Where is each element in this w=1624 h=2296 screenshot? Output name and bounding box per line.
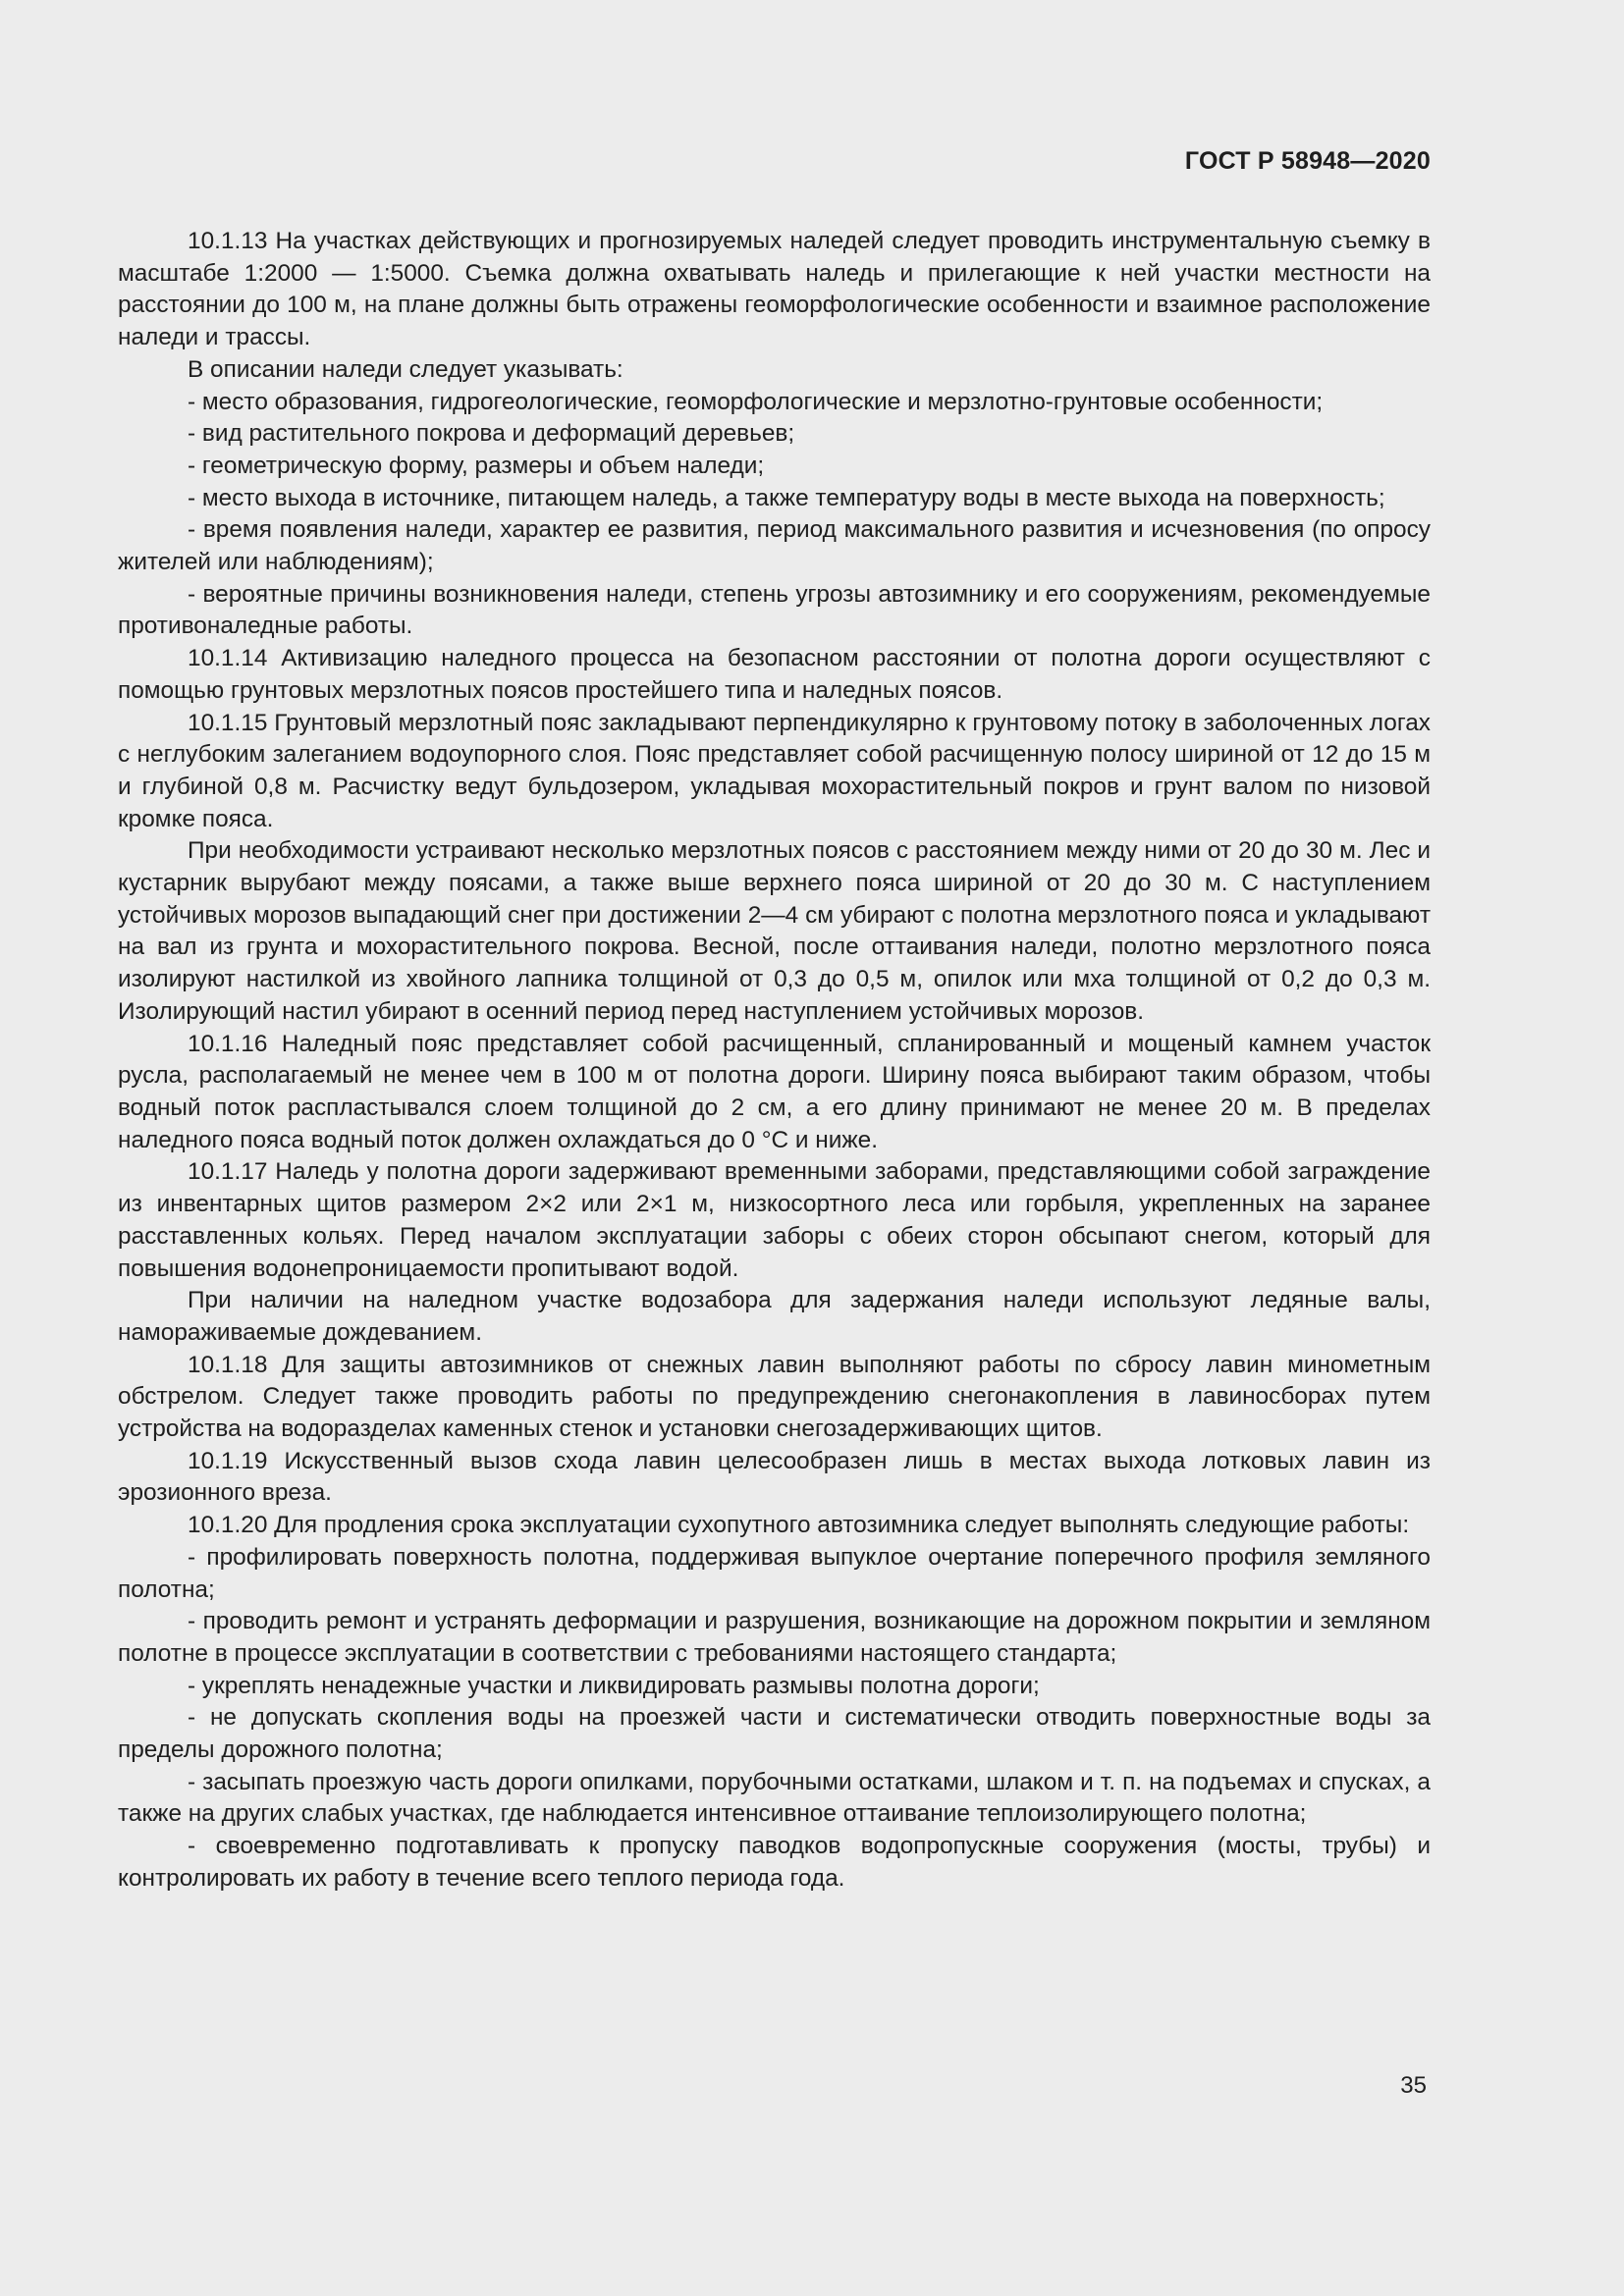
paragraph-10-1-15: 10.1.15 Грунтовый мерзлотный пояс закладывают перпендикулярно к грунтовому потоку в заболоченных логах с неглубоким залеганием водоупорного слоя. Пояс представляет собой расчищенную полосу шириной от 12 до 15 м и глубиной 0,8 м. Расчистку ведут бульдозером, укладывая мохорастительный покров и грунт валом по низовой кромке пояса. (118, 709, 1431, 832)
paragraph-10-1-20: 10.1.20 Для продления срока эксплуатации сухопутного автозимника следует выполнять следующие работы: (188, 1512, 1410, 1539)
paragraph-10-1-18: 10.1.18 Для защиты автозимников от снежных лавин выполняют работы по сбросу лавин минометным обстрелом. Следует также проводить работы по предупреждению снегонакопления в лавиносборах путем устройства на водоразделах каменных стенок и установки снегозадерживающих щитов. (118, 1351, 1431, 1443)
list-item: - профилировать поверхность полотна, поддерживая выпуклое очертание поперечного профиля земляного полотна; (118, 1543, 1431, 1603)
paragraph-10-1-13: 10.1.13 На участках действующих и прогнозируемых наледей следует проводить инструментальную съемку в масштабе 1:2000 — 1:5000. Съемка должна охватывать наледь и прилегающие к ней участки местности на расстоянии до 100 м, на плане должны быть отражены геоморфологические особенности и взаимное расположение наледи и трассы. (118, 228, 1431, 351)
list-item: - место выхода в источнике, питающем наледь, а также температуру воды в месте выхода на поверхность; (188, 484, 1385, 511)
paragraph-10-1-14: 10.1.14 Активизацию наледного процесса на безопасном расстоянии от полотна дороги осуществляют с помощью грунтовых мерзлотных поясов простейшего типа и наледных поясов. (118, 645, 1431, 704)
list-item: - место образования, гидрогеологические, геоморфологические и мерзлотно-грунтовые особенности; (188, 388, 1324, 415)
page-number: 35 (1400, 2072, 1427, 2099)
list-item: - время появления наледи, характер ее развития, период максимального развития и исчезновения (по опросу жителей или наблюдениям); (118, 516, 1431, 576)
document-body (118, 226, 1431, 1896)
paragraph-description-intro: В описании наледи следует указывать: (188, 355, 623, 383)
paragraph-ice-ramparts: При наличии на наледном участке водозабора для задержания наледи используют ледяные валы, намораживаемые дождеванием. (118, 1287, 1431, 1346)
paragraph-10-1-16: 10.1.16 Наледный пояс представляет собой расчищенный, спланированный и мощеный камнем участок русла, располагаемый не менее чем в 100 м от полотна дороги. Ширину пояса выбирают таким образом, чтобы водный поток распластывался слоем толщиной до 2 см, а его длину принимают не менее 20 м. В пределах наледного пояса водный поток должен охлаждаться до 0 °С и ниже. (118, 1030, 1431, 1153)
document-header: ГОСТ Р 58948—2020 (1184, 147, 1431, 175)
list-item: - засыпать проезжую часть дороги опилками, порубочными остатками, шлаком и т. п. на подъемах и спусках, а также на других слабых участках, где наблюдается интенсивное оттаивание теплоизолирующего полотна; (118, 1768, 1431, 1828)
list-item: - проводить ремонт и устранять деформации и разрушения, возникающие на дорожном покрытии и земляном полотне в процессе эксплуатации в соответствии с требованиями настоящего стандарта; (118, 1608, 1431, 1667)
list-item: - своевременно подготавливать к пропуску паводков водопропускные сооружения (мосты, трубы) и контролировать их работу в течение всего теплого периода года. (118, 1833, 1431, 1892)
list-item: - вид растительного покрова и деформаций деревьев; (188, 420, 795, 448)
paragraph-frost-belts: При необходимости устраивают несколько мерзлотных поясов с расстоянием между ними от 20 до 30 м. Лес и кустарник вырубают между поясами, а также выше верхнего пояса шириной от 20 до 30 м. С наступлением устойчивых морозов выпадающий снег при достижении 2—4 см убирают с полотна мерзлотного пояса и укладывают на вал из грунта и мохорастительного покрова. Весной, после оттаивания наледи, полотно мерзлотного пояса изолируют настилкой из хвойного лапника толщиной от 0,3 до 0,5 м, опилок или мха толщиной от 0,2 до 0,3 м. Изолирующий настил убирают в осенний период перед наступлением устойчивых морозов. (118, 837, 1431, 1025)
list-item: - не допускать скопления воды на проезжей части и систематически отводить поверхностные воды за пределы дорожного полотна; (118, 1704, 1431, 1764)
list-item: - укреплять ненадежные участки и ликвидировать размывы полотна дороги; (188, 1672, 1040, 1699)
list-item: - геометрическую форму, размеры и объем наледи; (188, 452, 765, 479)
paragraph-10-1-17: 10.1.17 Наледь у полотна дороги задерживают временными заборами, представляющими собой заграждение из инвентарных щитов размером 2×2 или 2×1 м, низкосортного леса или горбыля, укрепленных на заранее расставленных кольях. Перед началом эксплуатации заборы с обеих сторон обсыпают снегом, который для повышения водонепроницаемости пропитывают водой. (118, 1158, 1431, 1282)
paragraph-10-1-19: 10.1.19 Искусственный вызов схода лавин целесообразен лишь в местах выхода лотковых лавин из эрозионного вреза. (118, 1447, 1431, 1507)
list-item: - вероятные причины возникновения наледи, степень угрозы автозимнику и его сооружениям, рекомендуемые противоналедные работы. (118, 580, 1431, 640)
